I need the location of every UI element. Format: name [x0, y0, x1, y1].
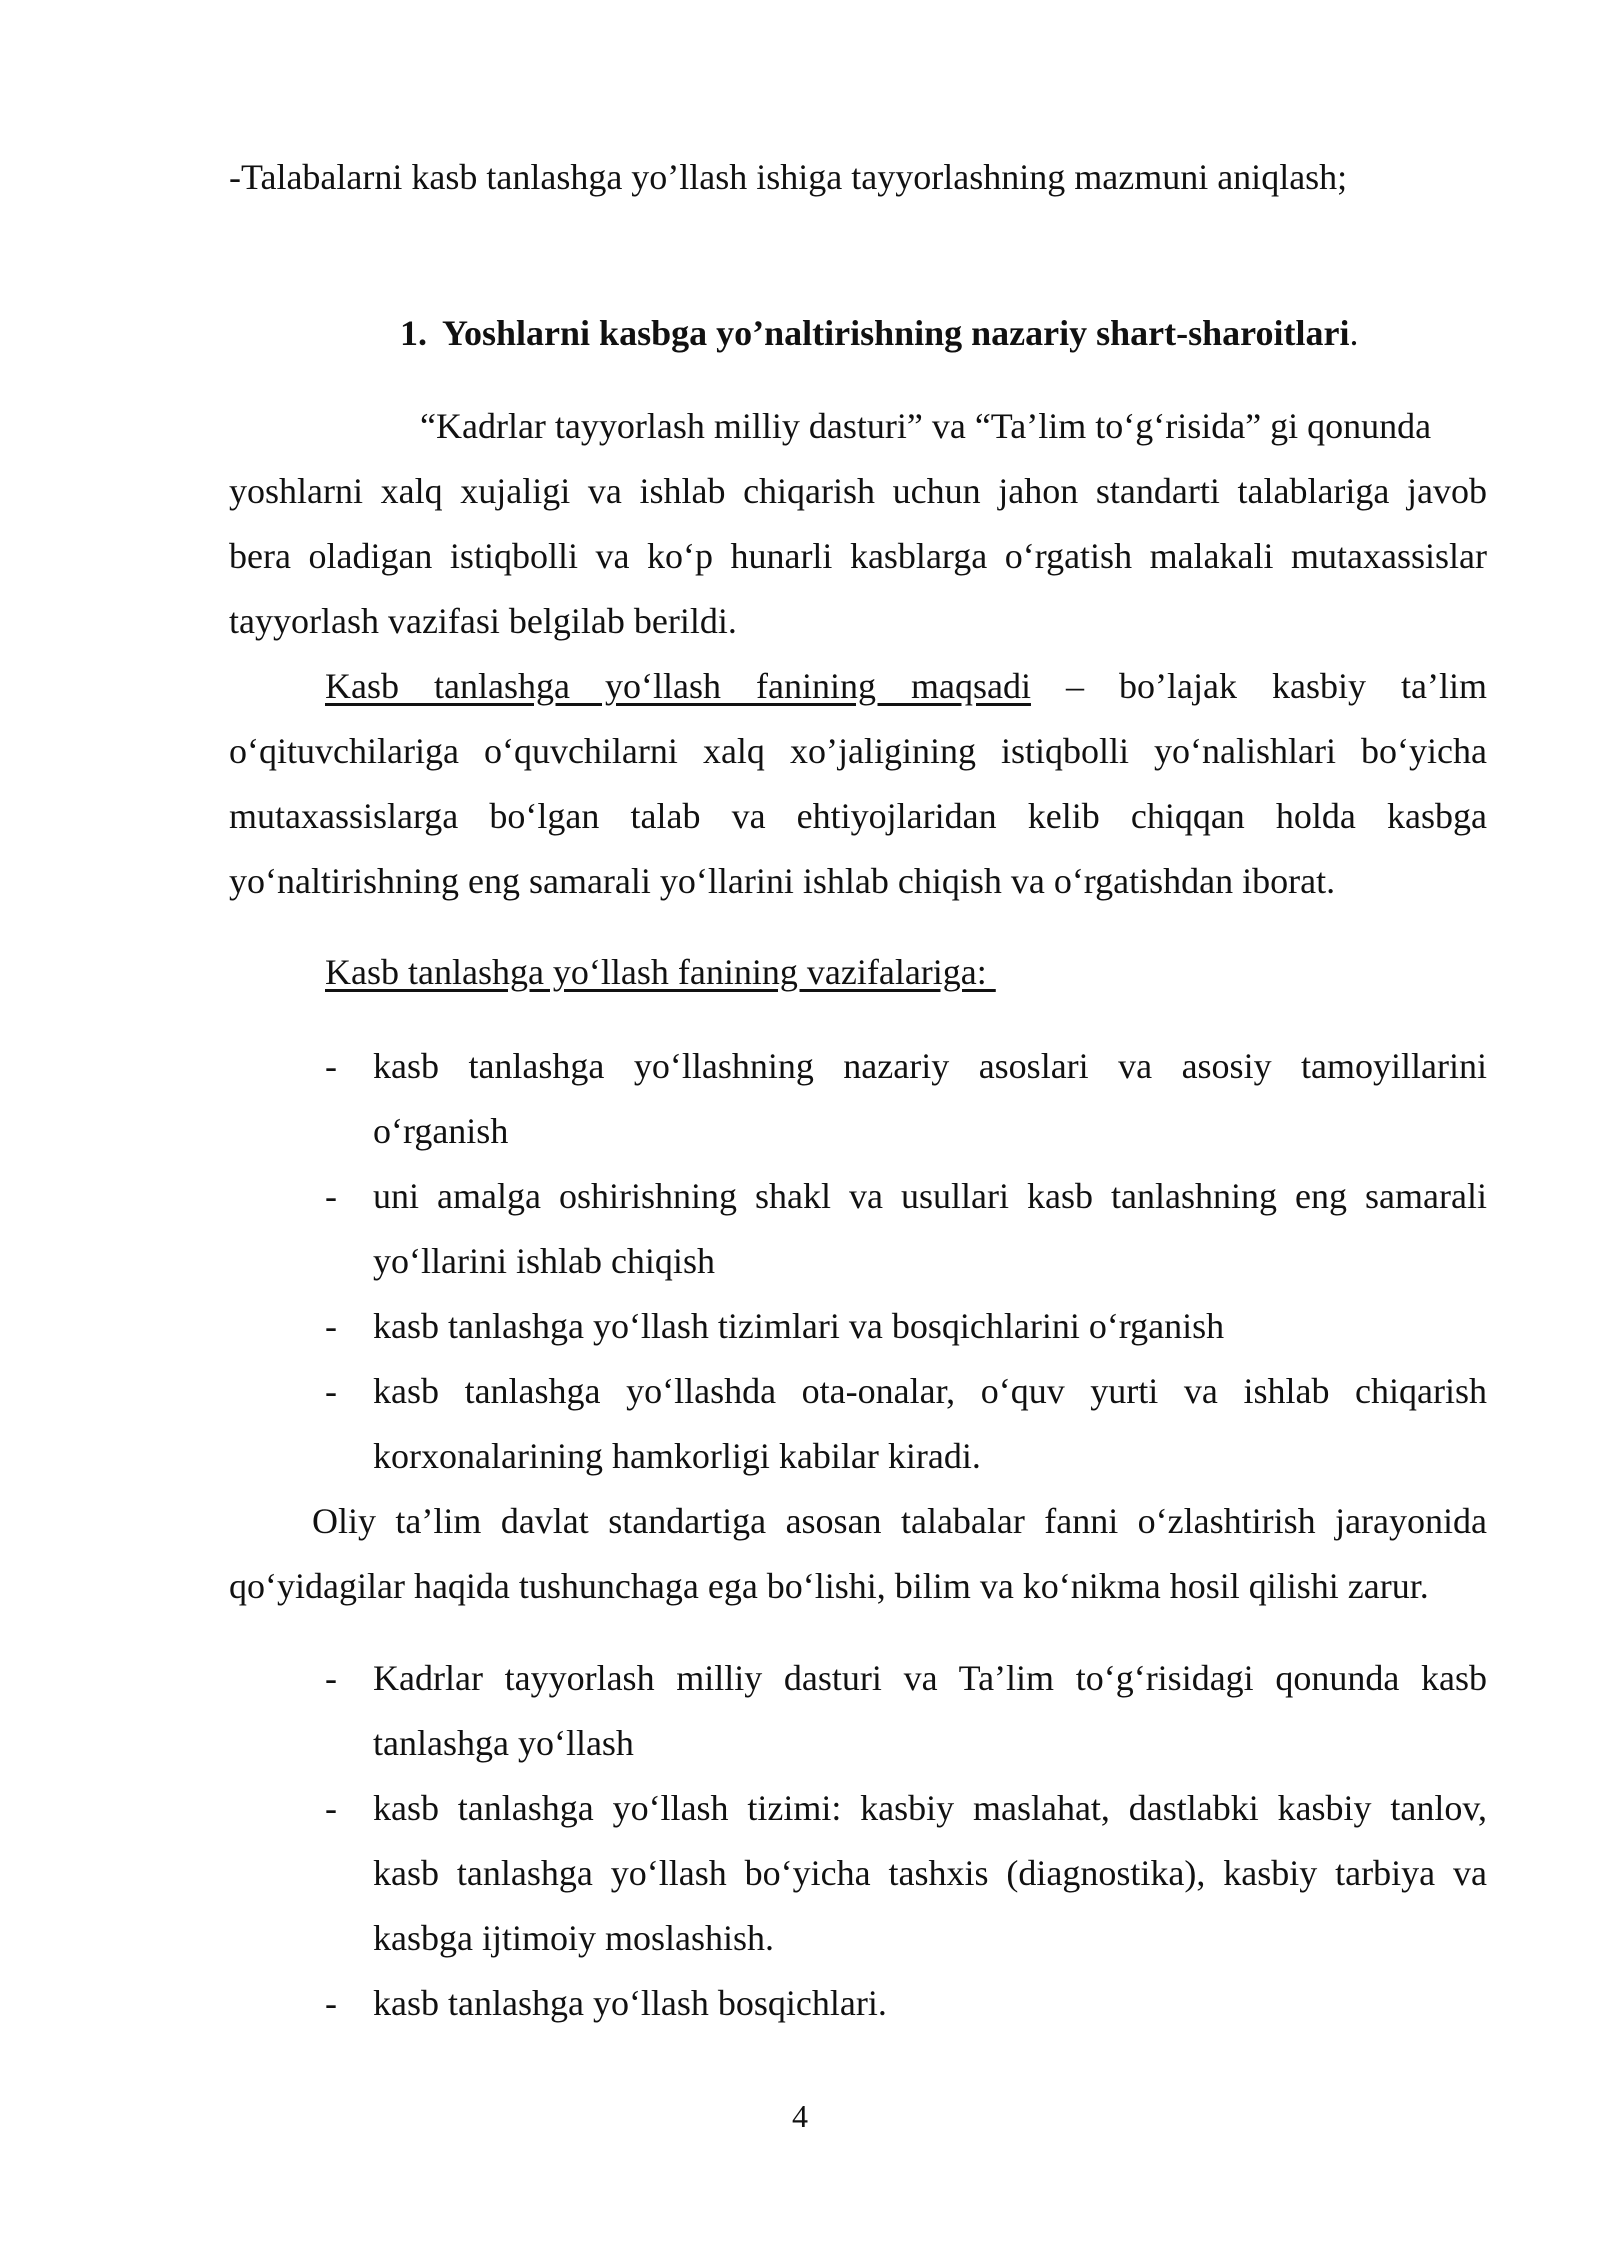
para1-line-4: tayyorlash vazifasi belgilab berildi. — [229, 601, 737, 641]
para2-first-line-rest: – bo’lajak kasbiy ta’lim — [1030, 666, 1487, 706]
section-heading-period: . — [1349, 313, 1359, 353]
list-item-line: kasb tanlashga yo‘llash bosqichlari. — [373, 1983, 887, 2023]
list-item-line: kasb tanlashga yo‘llash tizimlari va bosqichlarini o‘rganish — [373, 1306, 1225, 1346]
bullet-dash: - — [325, 1306, 337, 1346]
bullet-dash: - — [325, 1176, 337, 1216]
bullet-dash: - — [325, 1371, 337, 1411]
para2-line-2: o‘qituvchilariga o‘quvchilarni xalq xo’jaligining istiqbolli yo‘nalishlari bo‘yicha — [229, 731, 1487, 771]
para1-line-1: “Kadrlar tayyorlash milliy dasturi” va “Ta’lim to‘g‘risida” gi qonunda — [420, 406, 1432, 446]
list-item-line: kasb tanlashga yo‘llashda ota-onalar, o‘quv yurti va ishlab chiqarish — [373, 1371, 1487, 1411]
para3-line-2: qo‘yidagilar haqida tushunchaga ega bo‘lishi, bilim va ko‘nikma hosil qilishi zarur. — [229, 1566, 1429, 1606]
list-item-line: o‘rganish — [373, 1111, 509, 1151]
list-item-line: Kadrlar tayyorlash milliy dasturi va Ta’lim to‘g‘risidagi qonunda kasb — [373, 1658, 1487, 1698]
list-item-line: kasbga ijtimoiy moslashish. — [373, 1918, 774, 1958]
section-title: Yoshlarni kasbga yo’naltirishning nazariy shart-sharoitlari — [442, 313, 1350, 353]
list-item-line: korxonalarining hamkorligi kabilar kiradi. — [373, 1436, 981, 1476]
section-number: 1. — [400, 313, 427, 353]
section-heading — [400, 311, 1358, 355]
para2-line-3: mutaxassislarga bo‘lgan talab va ehtiyojlaridan kelib chiqqan holda kasbga — [229, 796, 1487, 836]
list-item-line: tanlashga yo‘llash — [373, 1723, 634, 1763]
para1-line-3: bera oladigan istiqbolli va ko‘p hunarli kasblarga o‘rgatish malakali mutaxassislar — [229, 536, 1487, 576]
list-item-line: kasb tanlashga yo‘llash bo‘yicha tashxis (diagnostika), kasbiy tarbiya va — [373, 1853, 1487, 1893]
para3-line-1: Oliy ta’lim davlat standartiga asosan talabalar fanni o‘zlashtirish jarayonida — [312, 1501, 1487, 1541]
para2-underlined-term: Kasb tanlashga yo‘llash fanining maqsadi — [325, 666, 1031, 706]
bullet-dash: - — [325, 1788, 337, 1828]
page-number: 4 — [792, 2098, 808, 2134]
intro-line: -Talabalarni kasb tanlashga yo’llash ishiga tayyorlashning mazmuni aniqlash; — [229, 157, 1348, 197]
list-item-line: uni amalga oshirishning shakl va usullari kasb tanlashning eng samarali — [373, 1176, 1487, 1216]
list-item-line: yo‘llarini ishlab chiqish — [373, 1241, 715, 1281]
bullet-dash: - — [325, 1046, 337, 1086]
para2-line-4: yo‘naltirishning eng samarali yo‘llarini ishlab chiqish va o‘rgatishdan iborat. — [229, 861, 1336, 901]
tasks-heading: Kasb tanlashga yo‘llash fanining vazifalariga: — [325, 952, 996, 992]
bullet-dash: - — [325, 1983, 337, 2023]
list-item-line: kasb tanlashga yo‘llash tizimi: kasbiy maslahat, dastlabki kasbiy tanlov, — [373, 1788, 1487, 1828]
para2-line-1 — [325, 664, 1487, 708]
para1-line-2: yoshlarni xalq xujaligi va ishlab chiqarish uchun jahon standarti talablariga javob — [229, 471, 1487, 511]
bullet-dash: - — [325, 1658, 337, 1698]
list-item-line: kasb tanlashga yo‘llashning nazariy asoslari va asosiy tamoyillarini — [373, 1046, 1487, 1086]
